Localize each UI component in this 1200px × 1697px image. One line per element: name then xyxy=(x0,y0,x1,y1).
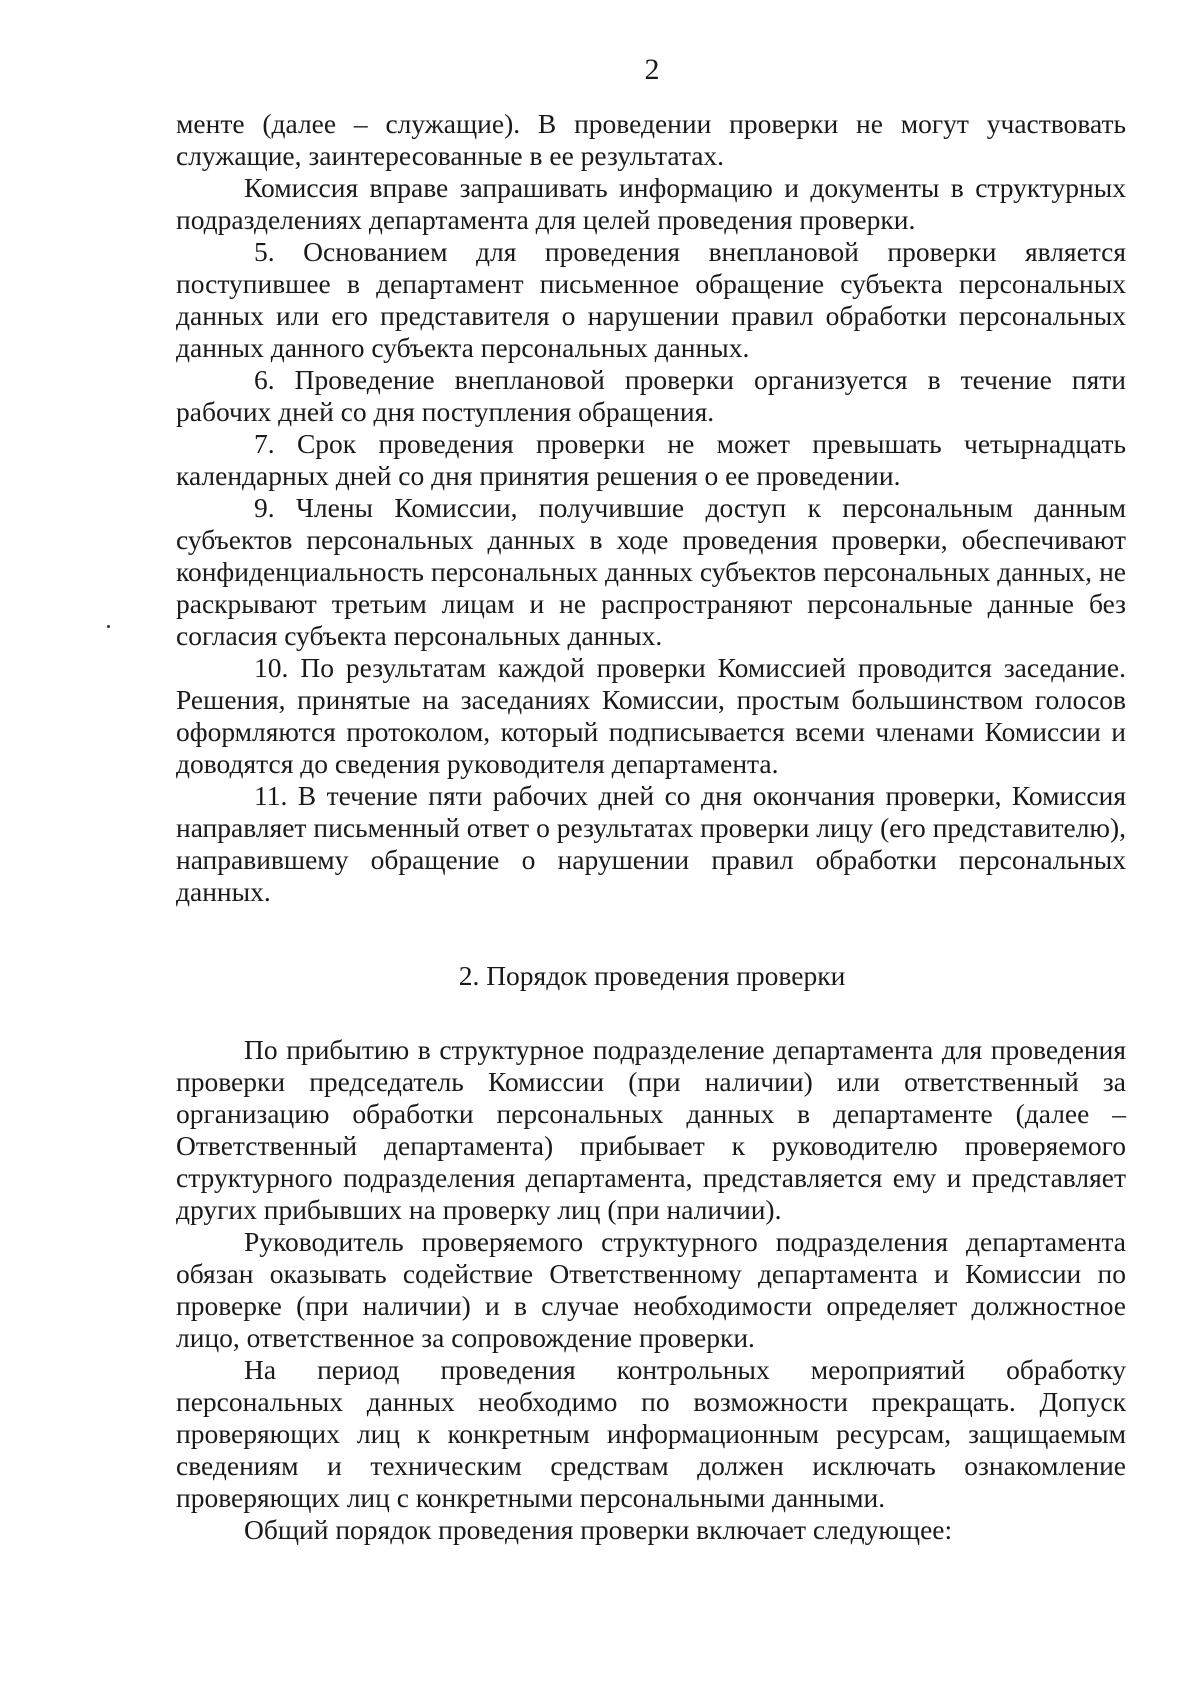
paragraph: 10. По результатам каждой проверки Комиссией проводится заседание. Решения, принятые на заседаниях Комиссии, простым большинством голосов оформляются протоколом, который подписывается всеми членами Комиссии и доводятся до сведения руководителя департамента. xyxy=(176,652,1126,779)
paragraph: 6. Проведение внеплановой проверки организуется в течение пяти рабочих дней со дня поступления обращения. xyxy=(176,364,1126,427)
paragraph: менте (далее – служащие). В проведении проверки не могут участвовать служащие, заинтересованные в ее результатах. xyxy=(176,108,1126,171)
paragraph: На период проведения контрольных мероприятий обработку персональных данных необходимо по возможности прекращать. Допуск проверяющих лиц к конкретным информационным ресурсам, защищаемым сведениям и техническим средствам должен исключать ознакомление проверяющих лиц с конкретными персональными данными. xyxy=(176,1354,1126,1513)
section-2-body xyxy=(176,1034,1126,1546)
paragraph: Общий порядок проведения проверки включает следующее: xyxy=(244,1514,953,1545)
paragraph: По прибытию в структурное подразделение департамента для проведения проверки председатель Комиссии (при наличии) или ответственный за организацию обработки персональных данных в департаменте (далее – Ответственный департамента) прибывает к руководителю проверяемого структурного подразделения департамента, представляется ему и представляет других прибывших на проверку лиц (при наличии). xyxy=(176,1034,1126,1225)
paragraph: 11. В течение пяти рабочих дней со дня окончания проверки, Комиссия направляет письменный ответ о результатах проверки лицу (его представителю), направившему обращение о нарушении правил обработки персональных данных. xyxy=(176,780,1126,907)
section-heading: 2. Порядок проведения проверки xyxy=(458,960,846,991)
paragraph: 5. Основанием для проведения внеплановой проверки является поступившее в департамент письменное обращение субъекта персональных данных или его представителя о нарушении правил обработки персональных данных данного субъекта персональных данных. xyxy=(176,236,1126,363)
paragraph: 7. Срок проведения проверки не может превышать четырнадцать календарных дней со дня принятия решения о ее проведении. xyxy=(176,428,1126,491)
margin-mark xyxy=(107,625,110,628)
paragraph: 9. Члены Комиссии, получившие доступ к персональным данным субъектов персональных данных в ходе проведения проверки, обеспечивают конфиденциальность персональных данных субъектов персональных данных, не раскрывают третьим лицам и не распространяют персональные данные без согласия субъекта персональных данных. xyxy=(176,492,1126,651)
page-number: 2 xyxy=(644,53,660,86)
section-1-body xyxy=(176,108,1126,908)
paragraph: Руководитель проверяемого структурного подразделения департамента обязан оказывать содействие Ответственному департамента и Комиссии по проверке (при наличии) и в случае необходимости определяет должностное лицо, ответственное за сопровождение проверки. xyxy=(176,1226,1126,1353)
paragraph: Комиссия вправе запрашивать информацию и документы в структурных подразделениях департамента для целей проведения проверки. xyxy=(176,172,1126,235)
